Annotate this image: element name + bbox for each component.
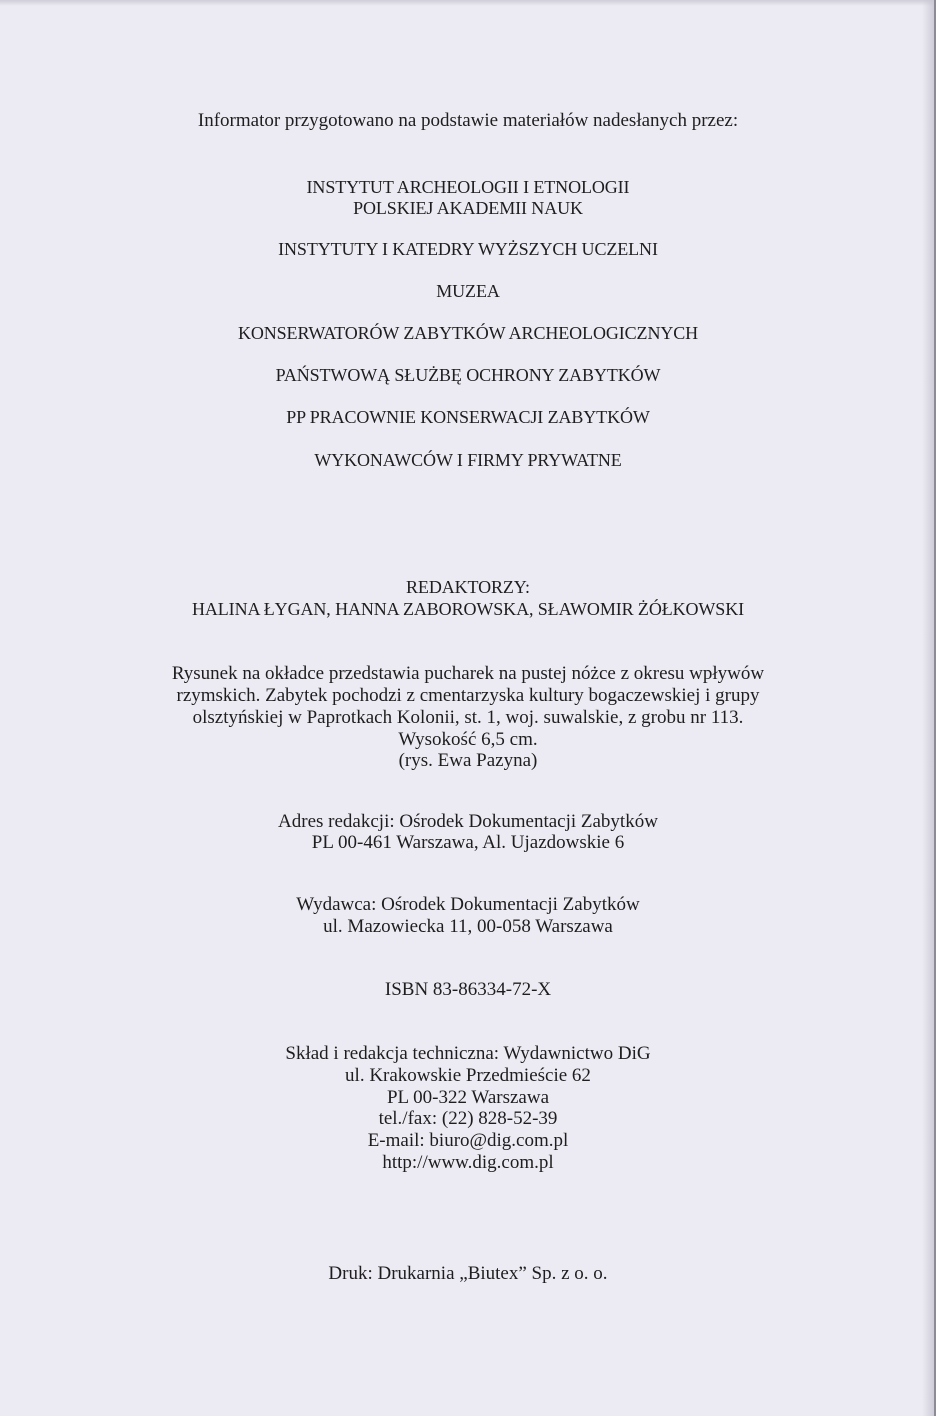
institution-line: MUZEA bbox=[436, 281, 500, 301]
cover-note-line: (rys. Ewa Pazyna) bbox=[398, 750, 538, 771]
cover-note-line: Wysokość 6,5 cm. bbox=[398, 729, 538, 750]
page-edge-shadow-top bbox=[0, 0, 936, 6]
cover-note-line: rzymskich. Zabytek pochodzi z cmentarzyska kultury bogaczewskiej i grupy bbox=[176, 685, 760, 706]
institution-line: INSTYTUTY I KATEDRY WYŻSZYCH UCZELNI bbox=[278, 239, 658, 259]
cover-note-line: Rysunek na okładce przedstawia pucharek na pustej nóżce z okresu wpływów bbox=[171, 663, 765, 684]
institution-line: KONSERWATORÓW ZABYTKÓW ARCHEOLOGICZNYCH bbox=[237, 323, 699, 343]
publisher-line: ul. Mazowiecka 11, 00-058 Warszawa bbox=[323, 916, 613, 937]
institution-line: POLSKIEJ AKADEMII NAUK bbox=[353, 198, 583, 218]
institution-line: PAŃSTWOWĄ SŁUŻBĘ OCHRONY ZABYTKÓW bbox=[275, 365, 661, 385]
typesetting-line: http://www.dig.com.pl bbox=[382, 1152, 554, 1173]
institution-line: INSTYTUT ARCHEOLOGII I ETNOLOGII bbox=[306, 177, 630, 197]
printer-line: Druk: Drukarnia „Biutex” Sp. z o. o. bbox=[328, 1263, 608, 1284]
intro-text: Informator przygotowano na podstawie materiałów nadesłanych przez: bbox=[197, 110, 739, 131]
editorial-address-line: PL 00-461 Warszawa, Al. Ujazdowskie 6 bbox=[311, 832, 625, 853]
publisher-line: Wydawca: Ośrodek Dokumentacji Zabytków bbox=[296, 894, 640, 915]
cover-note-line: olsztyńskiej w Paprotkach Kolonii, st. 1, woj. suwalskie, z grobu nr 113. bbox=[192, 707, 744, 728]
editorial-address-line: Adres redakcji: Ośrodek Dokumentacji Zabytków bbox=[278, 811, 658, 832]
typesetting-line: E-mail: biuro@dig.com.pl bbox=[367, 1130, 569, 1151]
typesetting-line: tel./fax: (22) 828-52-39 bbox=[378, 1108, 558, 1129]
typesetting-line: PL 00-322 Warszawa bbox=[386, 1087, 550, 1108]
institution-line: PP PRACOWNIE KONSERWACJI ZABYTKÓW bbox=[286, 407, 650, 427]
typesetting-line: Skład i redakcja techniczna: Wydawnictwo DiG bbox=[285, 1043, 651, 1064]
editors-heading: REDAKTORZY: bbox=[406, 577, 530, 597]
editors-names: HALINA ŁYGAN, HANNA ZABOROWSKA, SŁAWOMIR ŻÓŁKOWSKI bbox=[191, 599, 745, 619]
isbn: ISBN 83-86334-72-X bbox=[384, 979, 552, 1000]
institution-line: WYKONAWCÓW I FIRMY PRYWATNE bbox=[314, 450, 622, 470]
typesetting-line: ul. Krakowskie Przedmieście 62 bbox=[345, 1065, 591, 1086]
